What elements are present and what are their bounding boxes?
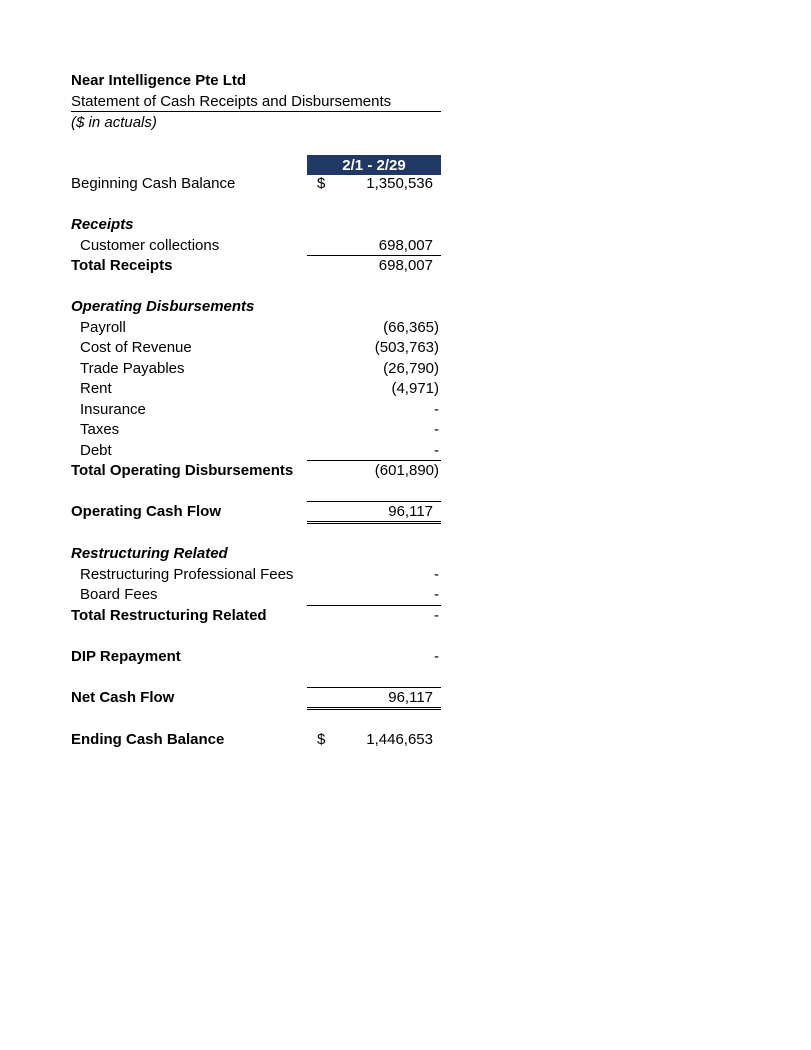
row-label: Total Receipts — [71, 257, 173, 274]
period-column-header: 2/1 - 2/29 — [307, 155, 441, 175]
row-label: Net Cash Flow — [71, 689, 175, 706]
row-label: Beginning Cash Balance — [71, 175, 236, 192]
row-label: DIP Repayment — [71, 648, 181, 665]
row-value: - — [434, 566, 439, 583]
row-value: - — [434, 586, 439, 603]
row-value: 1,446,653 — [366, 731, 433, 748]
insurance-row — [71, 400, 443, 420]
restructuring-fees-row — [71, 565, 443, 585]
receipts-section-header — [71, 215, 443, 235]
row-value: 1,350,536 — [366, 175, 433, 192]
total-operating-disbursements-row — [71, 461, 443, 481]
operating-disbursements-header — [71, 297, 443, 317]
row-value: (503,763) — [374, 339, 439, 356]
section-label: Operating Disbursements — [71, 298, 255, 315]
row-label: Board Fees — [80, 586, 158, 603]
row-label: Taxes — [80, 421, 120, 438]
row-label: Operating Cash Flow — [71, 503, 222, 520]
row-value: (66,365) — [383, 319, 439, 336]
row-label: Ending Cash Balance — [71, 731, 225, 748]
statement-title: Statement of Cash Receipts and Disbursements — [71, 93, 441, 112]
row-label: Trade Payables — [80, 360, 185, 377]
trade-payables-row — [71, 359, 443, 379]
total-receipts-row — [71, 256, 443, 276]
row-value: (601,890) — [374, 462, 439, 479]
row-label: Debt — [80, 442, 112, 459]
currency-symbol: $ — [317, 731, 326, 748]
row-value: 698,007 — [378, 237, 433, 254]
cost-of-revenue-row — [71, 338, 443, 358]
row-value: 96,117 — [388, 689, 433, 706]
operating-cash-flow-row — [71, 502, 443, 522]
rent-row — [71, 379, 443, 399]
row-value: - — [434, 401, 439, 418]
net-cash-flow-row — [71, 688, 443, 708]
row-label: Payroll — [80, 319, 126, 336]
row-value: - — [434, 648, 439, 665]
dip-repayment-row — [71, 647, 443, 667]
row-label: Cost of Revenue — [80, 339, 192, 356]
row-value: (26,790) — [383, 360, 439, 377]
debt-row — [71, 441, 443, 461]
double-underline — [307, 707, 441, 710]
row-label: Restructuring Professional Fees — [80, 566, 294, 583]
customer-collections-row — [71, 236, 443, 256]
row-label: Customer collections — [80, 237, 220, 254]
restructuring-section-header — [71, 544, 443, 564]
ending-cash-row — [71, 730, 443, 750]
row-label: Rent — [80, 380, 112, 397]
row-label: Total Operating Disbursements — [71, 462, 294, 479]
payroll-row — [71, 318, 443, 338]
row-value: 96,117 — [388, 503, 433, 520]
taxes-row — [71, 420, 443, 440]
row-label: Insurance — [80, 401, 146, 418]
row-value: - — [434, 442, 439, 459]
row-value: 698,007 — [378, 257, 433, 274]
currency-symbol: $ — [317, 175, 326, 192]
row-label: Total Restructuring Related — [71, 607, 267, 624]
total-restructuring-row — [71, 606, 443, 626]
row-value: - — [434, 421, 439, 438]
section-label: Receipts — [71, 216, 134, 233]
row-value: (4,971) — [391, 380, 439, 397]
section-label: Restructuring Related — [71, 545, 228, 562]
beginning-cash-row — [71, 174, 443, 194]
board-fees-row — [71, 585, 443, 605]
double-underline — [307, 521, 441, 524]
units-note: ($ in actuals) — [71, 114, 157, 131]
company-name: Near Intelligence Pte Ltd — [71, 72, 247, 89]
row-value: - — [434, 607, 439, 624]
